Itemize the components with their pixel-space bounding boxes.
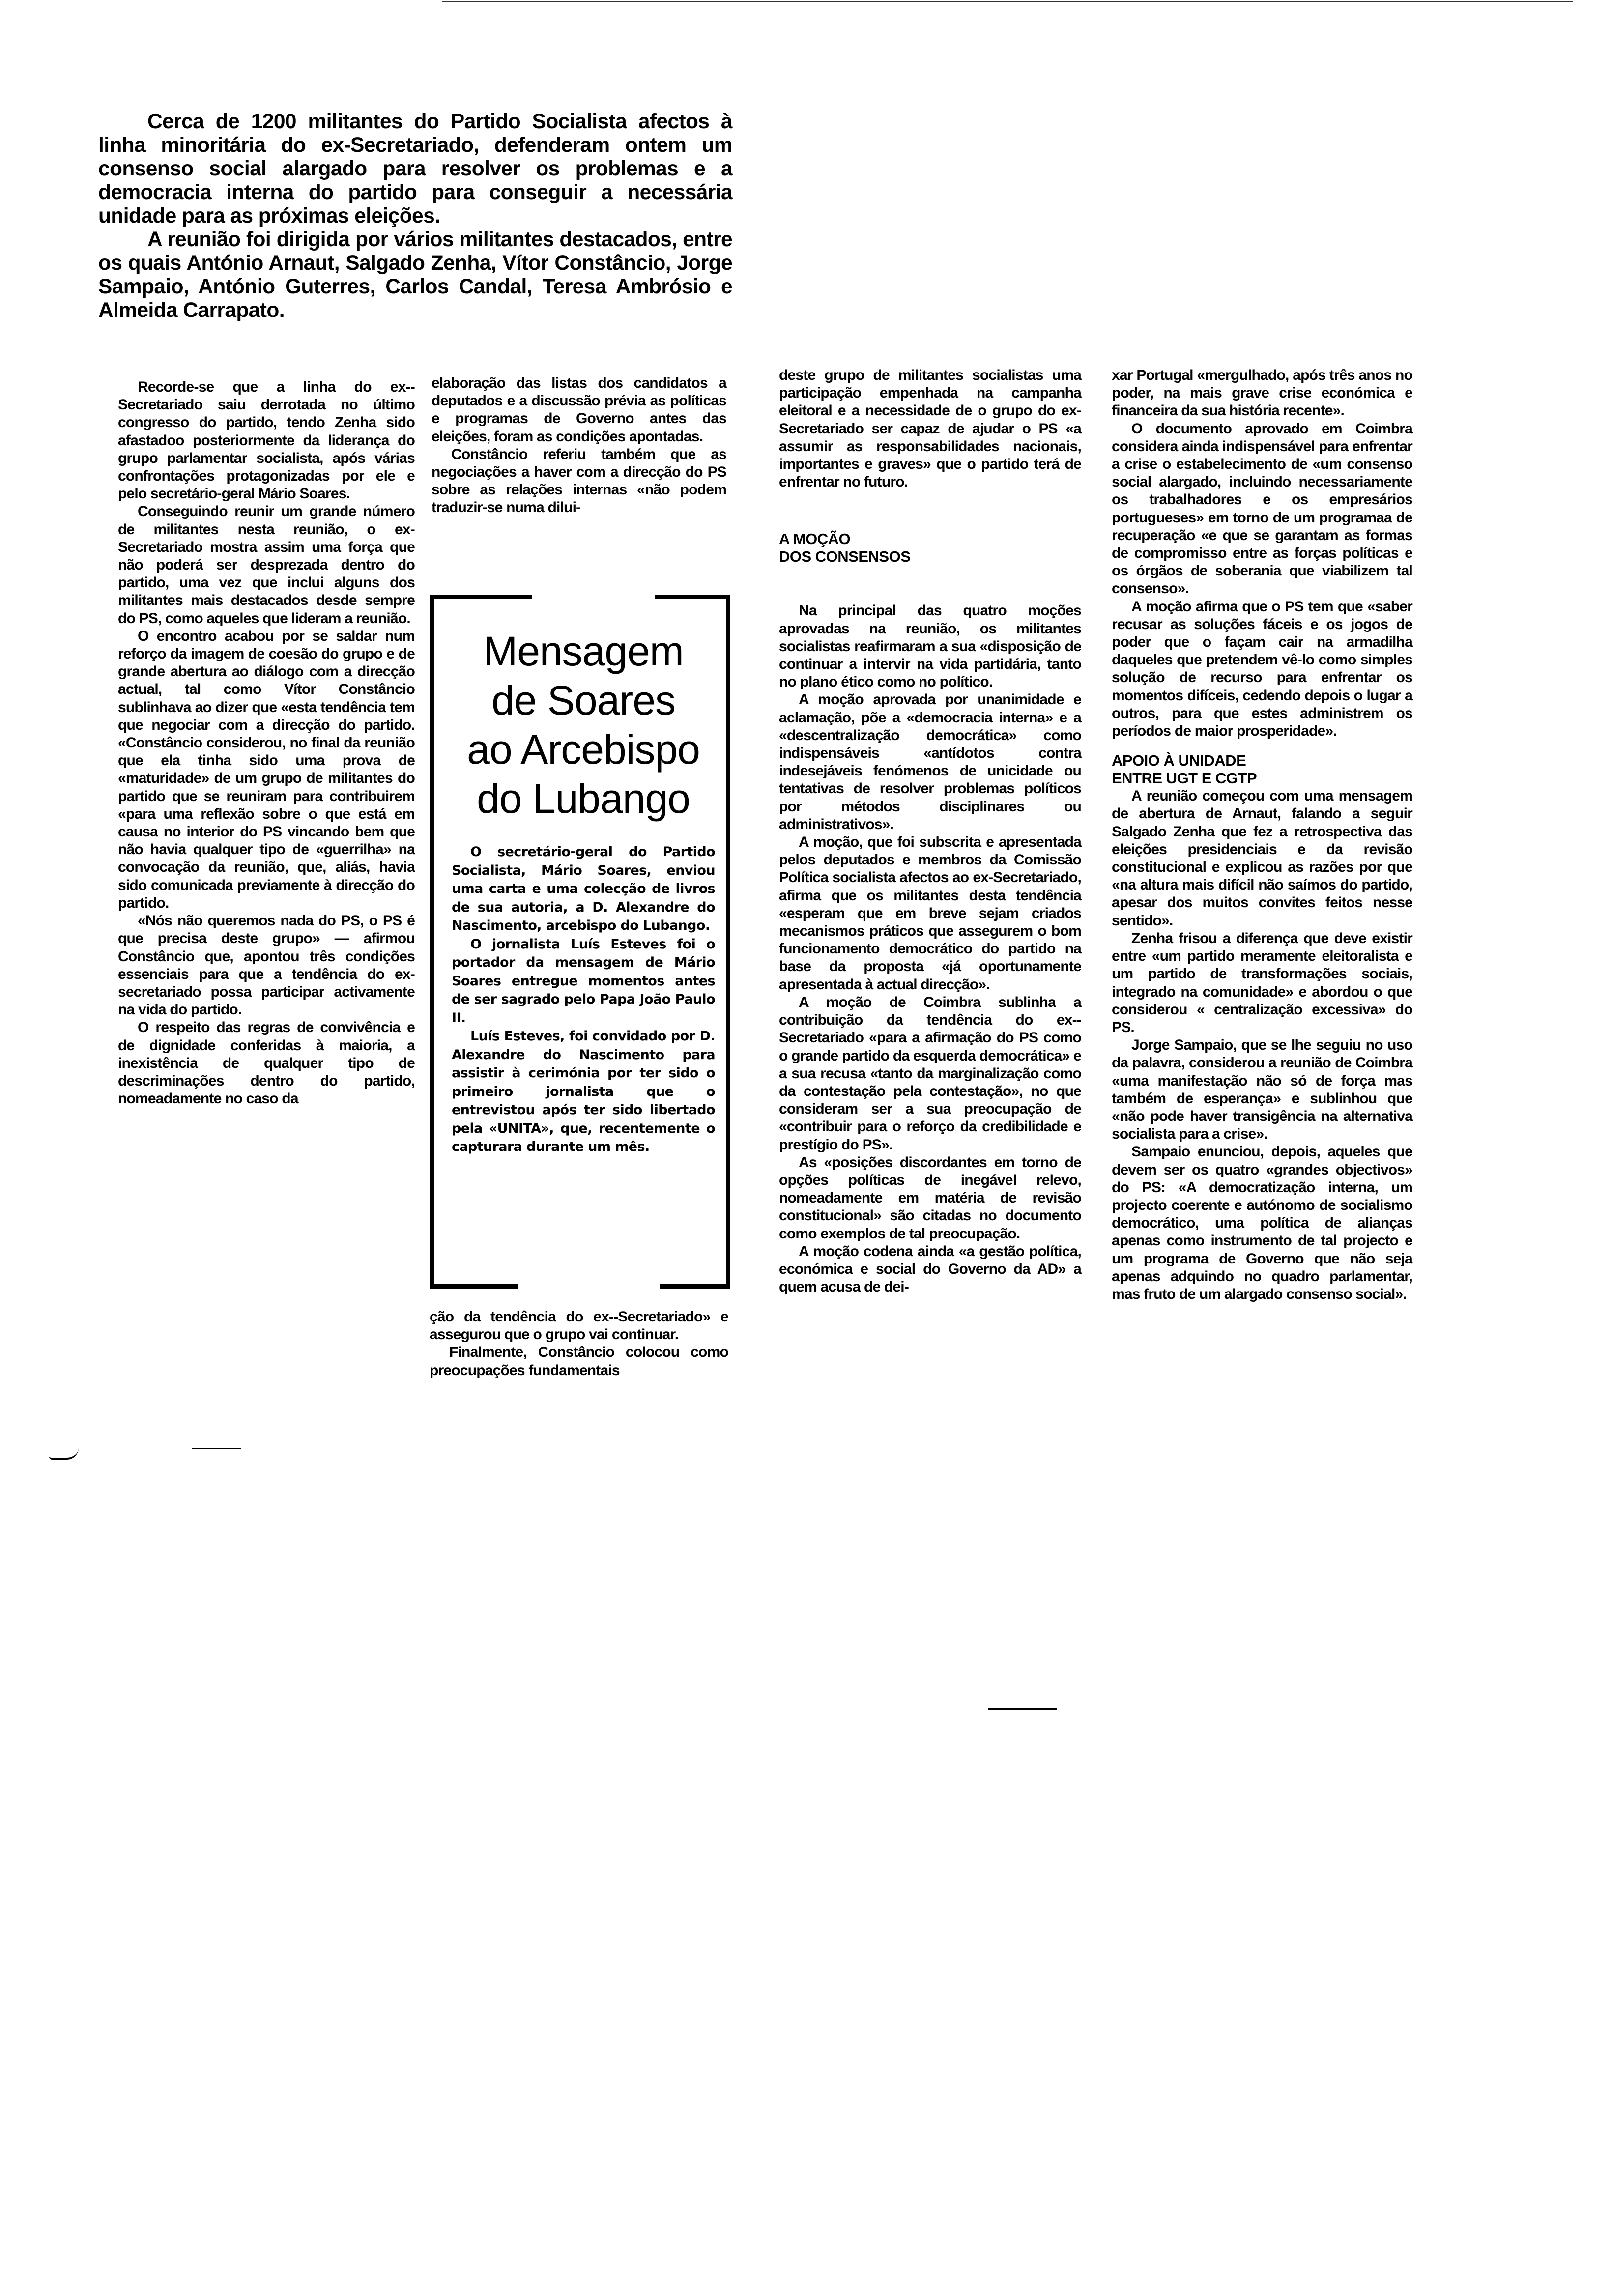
sidebar-paragraph: Luís Esteves, foi convidado por D. Alexandre do Nascimento para assistir à cerimónia por ter sido o primeiro jornalista que o entrevistou após ter sido libertado pela «UNITA», que, recentemente o capturara durante um mês. <box>452 1029 715 1154</box>
column-end-rule <box>988 1708 1057 1710</box>
body-paragraph: A moção de Coimbra sublinha a contribuição da tendência do ex--Secretariado «para a afirmação do PS como o grande partido da esquerda democrática» e a sua recusa «tanto da marginalização como da contestação pela contestação», no que consideram ser a sua preocupação de «contribuir para o reforço da credibilidade e prestígio do PS». <box>779 994 1081 1153</box>
article-column-3 <box>779 367 1081 1296</box>
subhead-line: APOIO À UNIDADE <box>1112 752 1246 770</box>
article-column-4 <box>1112 367 1412 1303</box>
article-column-2-bottom <box>430 1308 728 1379</box>
body-paragraph: Jorge Sampaio, que se lhe seguiu no uso da palavra, considerou a reunião de Coimbra «uma manifestação não só de força mas também de esperança» e sublinhou que «não pode haver transigência na alternativa socialista para a crise». <box>1112 1037 1412 1143</box>
body-paragraph: O documento aprovado em Coimbra considera ainda indispensável para enfrentar a crise o estabelecimento de «um consenso social alargado, incluindo necessariamente os trabalhadores e os empresários portugueses» em torno de um programaa de recuperação «e que se garantam as formas de compromisso entre as forças políticas e os órgãos de soberania que viabilizem tal consenso». <box>1112 420 1412 597</box>
body-paragraph: Na principal das quatro moções aprovadas na reunião, os militantes socialistas reafirmaram a sua «disposição de continuar a intervir na vida partidária, tanto no plano ético como no político. <box>779 603 1081 690</box>
sidebar-headline <box>452 627 715 823</box>
headline-line: do Lubango <box>477 775 690 822</box>
subhead-line: DOS CONSENSOS <box>779 548 911 566</box>
body-paragraph: elaboração das listas dos candidatos a deputados e a discussão prévia as políticas e programas de Governo antes das eleições, foram as condições apontadas. <box>432 375 726 445</box>
headline-line: Mensagem <box>483 628 684 674</box>
article-column-1 <box>118 378 415 1108</box>
subhead-line: ENTRE UGT E CGTP <box>1112 770 1257 787</box>
headline-line: de Soares <box>491 677 675 723</box>
scan-mark <box>49 1448 79 1460</box>
body-paragraph: Sampaio enunciou, depois, aqueles que devem ser os quatro «grandes objectivos» do PS: «A democratização interna, um projecto coerente e autónomo de socialismo democrático, uma política de alianças apenas como instrumento de tal projecto e um programa de Governo que não seja apenas adquindo no quadro parlamentar, mas fruto de um alargado consenso social». <box>1112 1144 1412 1302</box>
article-lead <box>98 110 732 322</box>
sidebar-box <box>430 595 730 1289</box>
section-subhead <box>779 530 1081 566</box>
sidebar-body <box>452 843 715 1156</box>
body-paragraph: O encontro acabou por se saldar num reforço da imagem de coesão do grupo e de grande abertura ao diálogo com a direcção actual, tal como Vítor Constâncio sublinhava ao dizer que «esta tendência tem que negociar com a direcção do partido. «Constâncio considerou, no final da reunião que ela tinha sido uma prova de «maturidade» de um grupo de militantes do partido que se reuniram para contribuirem «para uma reflexão sobre o que está em causa no interior do PS vincando bem que não havia qualquer tipo de «guerrilha» na convocação da reunião, que, aliás, havia sido comunicada previamente à direcção do partido. <box>118 628 415 911</box>
scan-edge-line <box>442 1 1573 2</box>
body-paragraph: Zenha frisou a diferença que deve existir entre «um partido meramente eleitoralista e um partido de transformações sociais, integrado na comunidade» e abordou o que considerou « centralização excessiva» do PS. <box>1112 930 1412 1035</box>
body-paragraph: A moção, que foi subscrita e apresentada pelos deputados e membros da Comissão Política socialista afectos ao ex-Secretariado, afirma que os militantes desta tendência «esperam que em breve sejam criados mecanismos práticos que assegurem o bom funcionamento democrático do partido na base da proposta «já oportunamente apresentada à actual direcção». <box>779 834 1081 993</box>
body-paragraph: «Nós não queremos nada do PS, o PS é que precisa deste grupo» — afirmou Constâncio que, apontou três condições essenciais para que a tendência do ex-secretariado possa participar activamente na vida do partido. <box>118 913 415 1018</box>
sidebar-paragraph: O jornalista Luís Esteves foi o portador da mensagem de Mário Soares entregue momentos antes de ser sagrado pelo Papa João Paulo II. <box>452 936 715 1026</box>
sidebar-paragraph: O secretário-geral do Partido Socialista, Mário Soares, enviou uma carta e uma colecção de livros de sua autoria, a D. Alexandre do Nascimento, arcebispo do Lubango. <box>452 844 715 933</box>
body-paragraph: Conseguindo reunir um grande número de militantes nesta reunião, o ex-Secretariado mostra assim uma força que não poderá ser desprezada dentro do partido, uma vez que inclui alguns dos militantes mais destacados desde sempre do PS, como aqueles que lideram a reunião. <box>118 503 415 627</box>
lead-paragraph: A reunião foi dirigida por vários militantes destacados, entre os quais António Arnaut, Salgado Zenha, Vítor Constâncio, Jorge Sampaio, António Guterres, Carlos Candal, Teresa Ambrósio e Almeida Carrapato. <box>98 228 732 322</box>
body-paragraph: ção da tendência do ex--Secretariado» e assegurou que o grupo vai continuar. <box>430 1309 728 1343</box>
lead-paragraph: Cerca de 1200 militantes do Partido Socialista afectos à linha minoritária do ex-Secretariado, defenderam ontem um consenso social alargado para resolver os problemas e a democracia interna do partido para conseguir a necessária unidade para as próximas eleições. <box>98 110 732 228</box>
body-paragraph: Finalmente, Constâncio colocou como preocupações fundamentais <box>430 1344 728 1378</box>
section-subhead <box>1112 752 1412 787</box>
subhead-line: A MOÇÃO <box>779 530 851 548</box>
box-border-gap <box>532 593 655 600</box>
body-paragraph: A moção aprovada por unanimidade e aclamação, põe a «democracia interna» e a «descentralização democrática» como indispensáveis «antídotos contra indesejáveis fenómenos de unicidade ou tentativas de resolver problemas políticos por métodos disciplinares ou administrativos». <box>779 691 1081 832</box>
body-paragraph: xar Portugal «mergulhado, após três anos no poder, na mais grave crise económica e financeira da sua história recente». <box>1112 367 1412 419</box>
box-border-gap <box>518 1283 660 1290</box>
body-paragraph: A moção codena ainda «a gestão política, económica e social do Governo da AD» a quem acusa de dei- <box>779 1243 1081 1295</box>
body-paragraph: A moção afirma que o PS tem que «saber recusar as soluções fáceis e os jogos de poder que o façam cair na armadilha daqueles que pretendem vê-lo como simples solução de recurso para enfrentar os momentos difíceis, cedendo depois o lugar a outros, para que estes administrem os períodos de maior prosperidade». <box>1112 598 1412 740</box>
body-paragraph: deste grupo de militantes socialistas uma participação empenhada na campanha eleitoral e a necessidade de o grupo do ex-Secretariado ser capaz de ajudar o PS «a assumir as responsabilidades nacionais, importantes e graves» que o partido terá de enfrentar no futuro. <box>779 367 1081 490</box>
headline-line: ao Arcebispo <box>467 726 700 773</box>
body-paragraph: O respeito das regras de convivência e de dignidade conferidas à maioria, a inexistência de qualquer tipo de descriminações dentro do partido, nomeadamente no caso da <box>118 1019 415 1107</box>
body-paragraph: Recorde-se que a linha do ex--Secretariado saiu derrotada no último congresso do partido, tendo Zenha sido afastadoo posteriormente da liderança do grupo parlamentar socialista, após várias confrontações protagonizadas por ele e pelo secretário-geral Mário Soares. <box>118 379 415 502</box>
body-paragraph: A reunião começou com uma mensagem de abertura de Arnaut, falando a seguir Salgado Zenha que fez a retrospectiva das eleições presidenciais e da revisão constitucional e explicou as razões por que «na altura mais difícil não saímos do partido, apesar dos muitos convites feitos nesse sentido». <box>1112 788 1412 929</box>
column-end-rule <box>192 1448 241 1449</box>
body-paragraph: As «posições discordantes em torno de opções políticas de inegável relevo, nomeadamente em matéria de revisão constitucional» são citadas no documento como exemplos de tal preocupação. <box>779 1154 1081 1242</box>
article-column-2-top <box>432 374 726 517</box>
body-paragraph: Constâncio referiu também que as negociações a haver com a direcção do PS sobre as relações internas «não podem traduzir-se numa dilui- <box>432 446 726 516</box>
